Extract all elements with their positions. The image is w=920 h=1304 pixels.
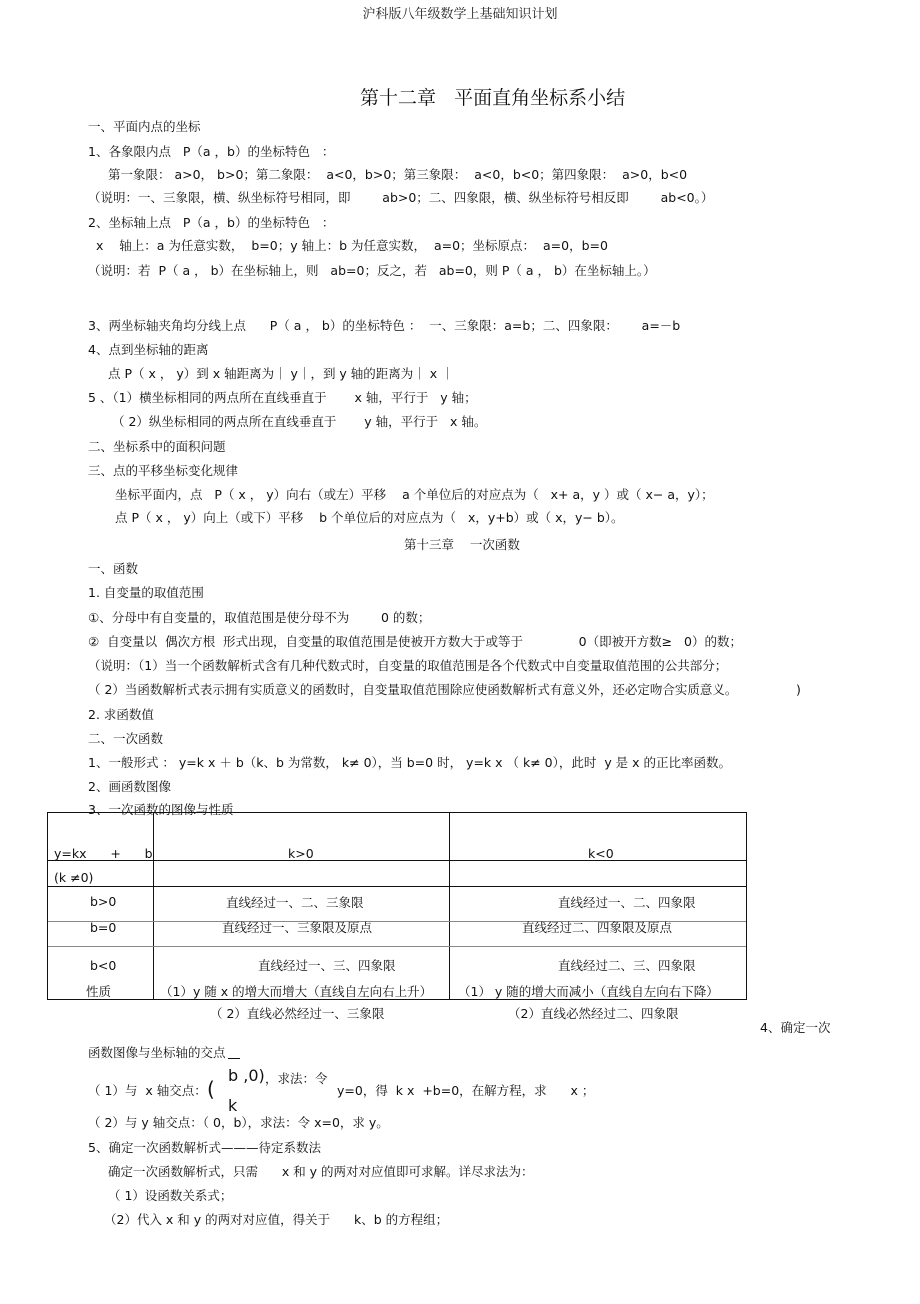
text-line: 坐标平面内，点 P（ x ， y）向右（或左）平移 a 个单位后的对应点为（ x+ a，y ）或（ x− a，y）； — [115, 487, 714, 502]
chapter-13-title: 第十三章 一次函数 — [404, 537, 520, 552]
text-line: x 轴上：a 为任意实数， b=0；y 轴上：b 为任意实数， a=0；坐标原点： a=0，b=0 — [96, 238, 608, 253]
text-line: 点 P（ x ， y）到 x 轴距离为｜ y｜，到 y 轴的距离为｜ x ｜ — [108, 366, 454, 381]
text-line: 3、两坐标轴夹角均分线上点 P（ a ， b）的坐标特色 ： 一、三象限：a=b；二、四象限： a=－b — [88, 318, 681, 333]
text-line: （2）代入 x 和 y 的两对对应值，得关于 k、b 的方程组； — [104, 1212, 449, 1227]
text-line: （ 1）设函数关系式； — [108, 1188, 233, 1203]
heading: 2. 求函数值 — [88, 707, 154, 722]
divider — [153, 813, 154, 999]
text-line: ) — [796, 682, 801, 697]
text-line: （ 2）纵坐标相同的两点所在直线垂直于 y 轴，平行于 x 轴。 — [112, 414, 487, 429]
text-line: 1、各象限内点 P（a ，b）的坐标特色 ： — [88, 144, 335, 159]
text-line: ①、分母中有自变量的，取值范围是使分母不为 0 的数； — [88, 610, 431, 625]
text-line: 点 P（ x ， y）向上（或下）平移 b 个单位后的对应点为（ x，y+b）或（ x，y− b）。 — [115, 510, 624, 525]
chapter-12-title: 第十二章 平面直角坐标系小结 — [360, 87, 626, 109]
text-line: 4、点到坐标轴的距离 — [88, 342, 209, 357]
table-cell: （1） y 随的增大而减小（直线自左向右下降） — [458, 984, 719, 999]
table-cell: （1）y 随 x 的增大而增大（直线自左向右上升） — [160, 984, 433, 999]
heading: 5、确定一次函数解析式———待定系数法 — [88, 1140, 321, 1155]
table-cell: 直线经过一、二、四象限 — [558, 895, 696, 910]
heading: 一、函数 — [88, 561, 139, 576]
page-header: 沪科版八年级数学上基础知识计划 — [362, 7, 558, 22]
table-header-cell: (k ≠0) — [54, 870, 94, 885]
heading: 2、画函数图像 — [88, 779, 171, 794]
table-cell: b=0 — [90, 920, 117, 935]
divider — [48, 946, 746, 947]
table-header-cell: y=kx + b — [54, 846, 153, 861]
blank-underline — [228, 1058, 240, 1059]
divider — [48, 886, 746, 887]
heading: 函数图像与坐标轴的交点 — [88, 1045, 226, 1060]
text-line: （说明：若 P（ a ， b）在坐标轴上，则 ab=0；反之，若 ab=0，则 P（ a ， b）在坐标轴上。） — [88, 263, 656, 278]
text-line: 1. 自变量的取值范围 — [88, 585, 204, 600]
heading: 3、一次函数的图像与性质 — [88, 802, 234, 817]
divider — [449, 813, 450, 999]
fraction-denominator: k — [228, 1096, 238, 1115]
text-line: 确定一次函数解析式，只需 x 和 y 的两对对应值即可求解。详尽求法为： — [108, 1164, 534, 1179]
fraction-numerator: b ,0) — [228, 1066, 265, 1085]
table-cell: 直线经过二、三、四象限 — [558, 958, 696, 973]
table-header-cell: k>0 — [288, 846, 314, 861]
table-cell: 直线经过一、二、三象限 — [226, 895, 364, 910]
heading: 二、坐标系中的面积问题 — [88, 439, 226, 454]
table-cell: 直线经过一、三、四象限 — [258, 958, 396, 973]
text-line: 2、坐标轴上点 P（a ，b）的坐标特色 ： — [88, 215, 335, 230]
heading: 4、确定一次 — [760, 1020, 831, 1035]
heading: 一、平面内点的坐标 — [88, 119, 201, 134]
text-line: ，求法：令 — [265, 1071, 328, 1086]
text-line: 5 、（1）横坐标相同的两点所在直线垂直于 x 轴，平行于 y 轴； — [88, 390, 477, 405]
table-cell: 直线经过二、四象限及原点 — [522, 920, 673, 935]
text-line: （ 1）与 x 轴交点： — [88, 1083, 207, 1098]
text-line: 1、一般形式 ： y=k x ＋ b（k、b 为常数， k≠ 0），当 b=0 时， y=k x （ k≠ 0），此时 y 是 x 的正比率函数。 — [88, 755, 732, 770]
table-cell: b>0 — [90, 894, 117, 909]
text-line: 第一象限： a>0， b>0；第二象限： a<0，b>0；第三象限： a<0，b<0；第四象限： a>0，b<0 — [108, 167, 688, 182]
text-line: （2）直线必然经过二、四象限 — [508, 1006, 679, 1021]
table-cell: 性质 — [86, 984, 112, 999]
text-line: y=0，得 k x +b=0，在解方程，求 x ； — [337, 1083, 595, 1098]
table-header-cell: k<0 — [588, 846, 614, 861]
heading: 三、点的平移坐标变化规律 — [88, 463, 239, 478]
text-line: （ 2）与 y 轴交点：（ 0，b），求法：令 x=0，求 y。 — [88, 1115, 389, 1130]
paren: ( — [207, 1077, 215, 1101]
table-cell: b<0 — [90, 958, 117, 973]
text-line: （ 2）直线必然经过一、三象限 — [210, 1006, 385, 1021]
text-line: （说明：（1）当一个函数解析式含有几种代数式时，自变量的取值范围是各个代数式中自变量取值范围的公共部分； — [88, 658, 728, 673]
text-line: ② 自变量以 偶次方根 形式出现，自变量的取值范围是使被开方数大于或等于 0（即被开方数≥ 0）的数； — [88, 634, 742, 649]
text-line: （ 2）当函数解析式表示拥有实质意义的函数时，自变量取值范围除应使函数解析式有意义外，还必定吻合实质意义。 — [88, 682, 738, 697]
heading: 二、一次函数 — [88, 731, 164, 746]
table-cell: 直线经过一、三象限及原点 — [222, 920, 373, 935]
linear-function-table — [47, 812, 747, 1000]
text-line: （说明：一、三象限，横、纵坐标符号相同，即 ab>0；二、四象限，横、纵坐标符号相反即 ab<0。） — [88, 190, 714, 205]
